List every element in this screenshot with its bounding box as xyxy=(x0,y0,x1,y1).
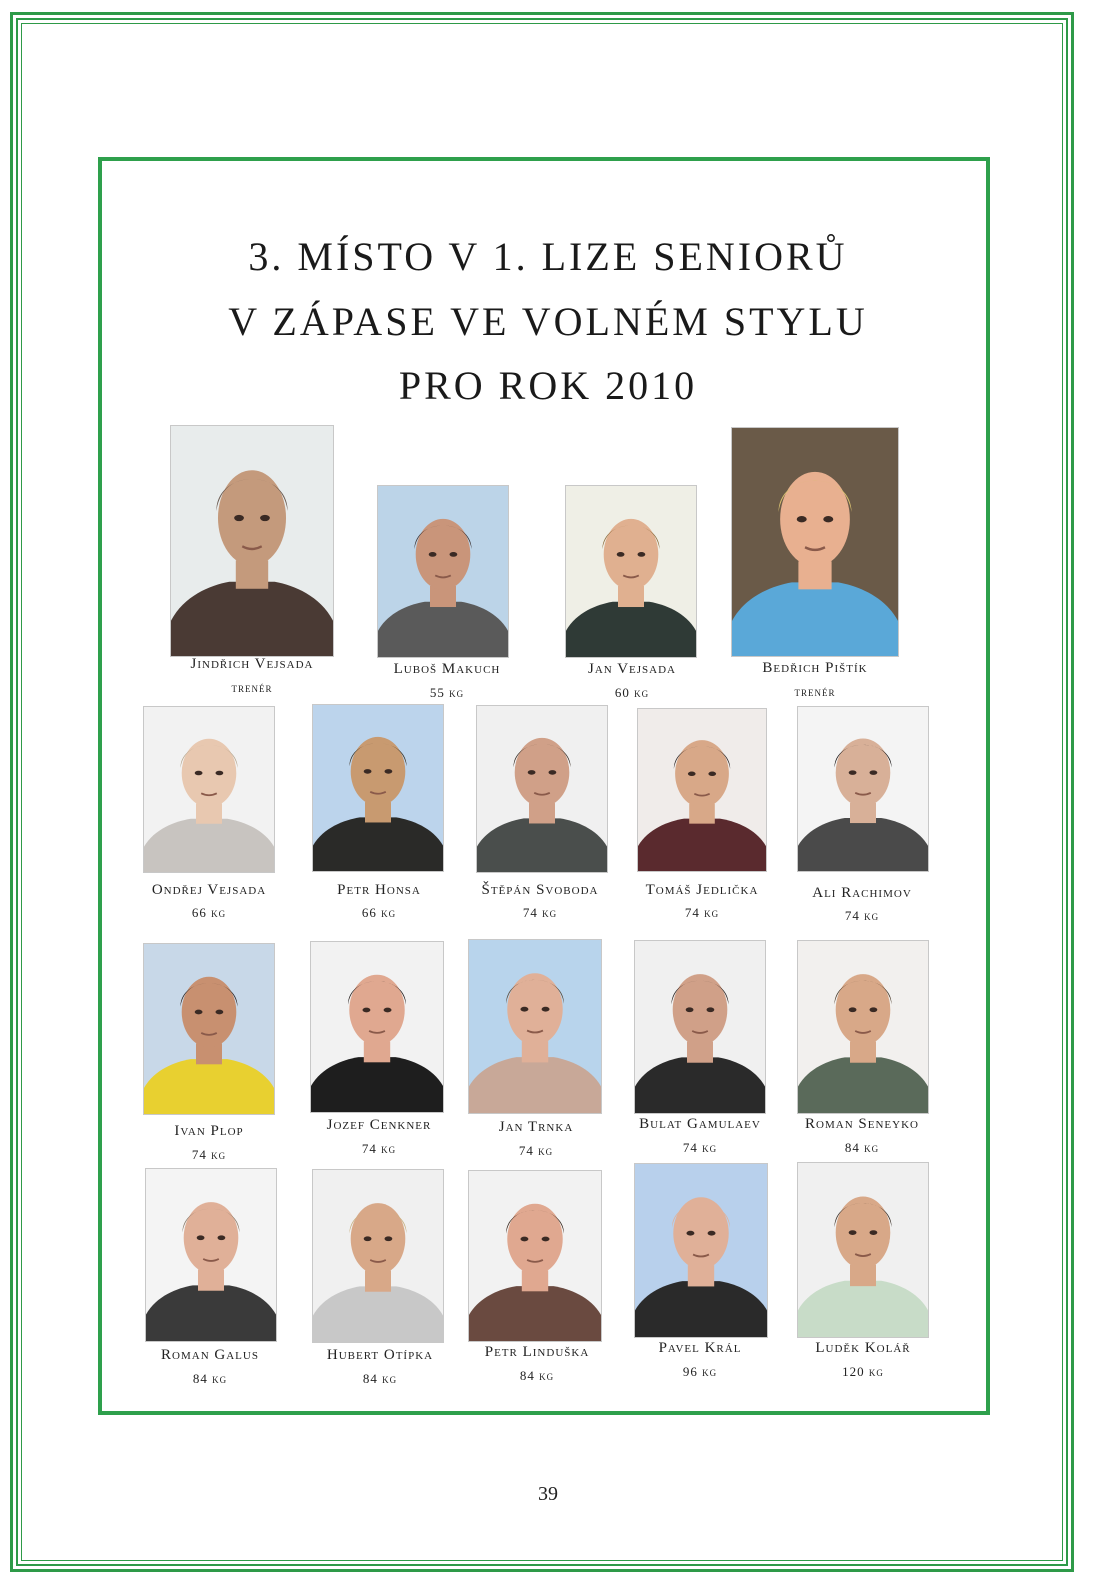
title-line-1: 3. MÍSTO V 1. LIZE SENIORŮ xyxy=(248,234,848,279)
person-silhouette-icon xyxy=(798,1163,928,1337)
person-name: Ondřej Vejsada xyxy=(151,882,267,898)
weight-class: 74 kg xyxy=(191,1147,227,1162)
weight-class: 74 kg xyxy=(682,1140,718,1155)
person-silhouette-icon xyxy=(635,1164,767,1337)
portrait-photo xyxy=(143,943,275,1115)
person-silhouette-icon xyxy=(732,428,898,656)
person-name: Jan Trnka xyxy=(498,1119,574,1135)
person-silhouette-icon xyxy=(566,486,696,657)
person-silhouette-icon xyxy=(313,705,443,871)
person-name: Ali Rachimov xyxy=(812,885,912,901)
weight-class: 84 kg xyxy=(192,1371,228,1386)
person-silhouette-icon xyxy=(311,942,443,1112)
person-silhouette-icon xyxy=(638,709,766,871)
portrait-photo xyxy=(468,1170,602,1342)
portrait-photo xyxy=(310,941,444,1113)
person-silhouette-icon xyxy=(469,1171,601,1341)
person-name: Petr Linduška xyxy=(484,1344,590,1360)
weight-class: 74 kg xyxy=(844,908,880,923)
weight-class: 96 kg xyxy=(682,1364,718,1379)
title-line-3: PRO ROK 2010 xyxy=(398,363,698,408)
person-name: Hubert Otípka xyxy=(326,1347,434,1363)
weight-class: 84 kg xyxy=(844,1140,880,1155)
person-name: Štěpán Svoboda xyxy=(481,882,599,898)
weight-class: 84 kg xyxy=(519,1368,555,1383)
title-line-2: V ZÁPASE VE VOLNÉM STYLU xyxy=(228,299,868,344)
person-name: Jozef Cenkner xyxy=(326,1117,432,1133)
weight-class: 66 kg xyxy=(191,905,227,920)
portrait-photo xyxy=(565,485,697,658)
weight-class: 66 kg xyxy=(361,905,397,920)
portrait-photo xyxy=(170,425,334,657)
person-name: Jindřich Vejsada xyxy=(190,656,314,672)
weight-class: 120 kg xyxy=(842,1364,884,1379)
person-silhouette-icon xyxy=(313,1170,443,1342)
portrait-photo xyxy=(731,427,899,657)
portrait-photo xyxy=(634,940,766,1114)
portrait-photo xyxy=(312,1169,444,1343)
portrait-photo xyxy=(468,939,602,1114)
weight-class: 60 kg xyxy=(614,685,650,700)
portrait-photo xyxy=(377,485,509,658)
weight-class: 74 kg xyxy=(361,1141,397,1156)
person-name: Tomáš Jedlička xyxy=(645,882,759,898)
person-name: Roman Galus xyxy=(161,1347,259,1363)
person-name: Luboš Makuch xyxy=(393,661,501,677)
portrait-photo xyxy=(145,1168,277,1342)
person-silhouette-icon xyxy=(635,941,765,1113)
person-name: Jan Vejsada xyxy=(588,661,676,677)
person-name: Pavel Král xyxy=(658,1340,742,1356)
role-label: trenér xyxy=(794,684,836,699)
person-name: Roman Seneyko xyxy=(805,1116,919,1132)
portrait-photo xyxy=(797,1162,929,1338)
person-silhouette-icon xyxy=(477,706,607,872)
person-silhouette-icon xyxy=(798,941,928,1113)
weight-class: 74 kg xyxy=(522,905,558,920)
person-silhouette-icon xyxy=(144,707,274,872)
person-silhouette-icon xyxy=(469,940,601,1113)
person-name: Ivan Plop xyxy=(174,1123,244,1139)
person-silhouette-icon xyxy=(144,944,274,1114)
weight-class: 55 kg xyxy=(429,685,465,700)
role-label: trenér xyxy=(231,680,273,695)
portrait-photo xyxy=(312,704,444,872)
portrait-photo xyxy=(797,940,929,1114)
weight-class: 74 kg xyxy=(518,1143,554,1158)
person-silhouette-icon xyxy=(171,426,333,656)
person-name: Bedřich Pištík xyxy=(762,660,868,676)
person-name: Petr Honsa xyxy=(337,882,421,898)
person-silhouette-icon xyxy=(378,486,508,657)
portrait-photo xyxy=(143,706,275,873)
portrait-photo xyxy=(476,705,608,873)
portrait-photo xyxy=(634,1163,768,1338)
portrait-photo xyxy=(797,706,929,872)
portrait-photo xyxy=(637,708,767,872)
person-name: Bulat Gamulaev xyxy=(639,1116,761,1132)
person-name: Luděk Kolář xyxy=(815,1340,911,1356)
weight-class: 74 kg xyxy=(684,905,720,920)
weight-class: 84 kg xyxy=(362,1371,398,1386)
person-silhouette-icon xyxy=(798,707,928,871)
page-number: 39 xyxy=(538,1483,558,1505)
person-silhouette-icon xyxy=(146,1169,276,1341)
